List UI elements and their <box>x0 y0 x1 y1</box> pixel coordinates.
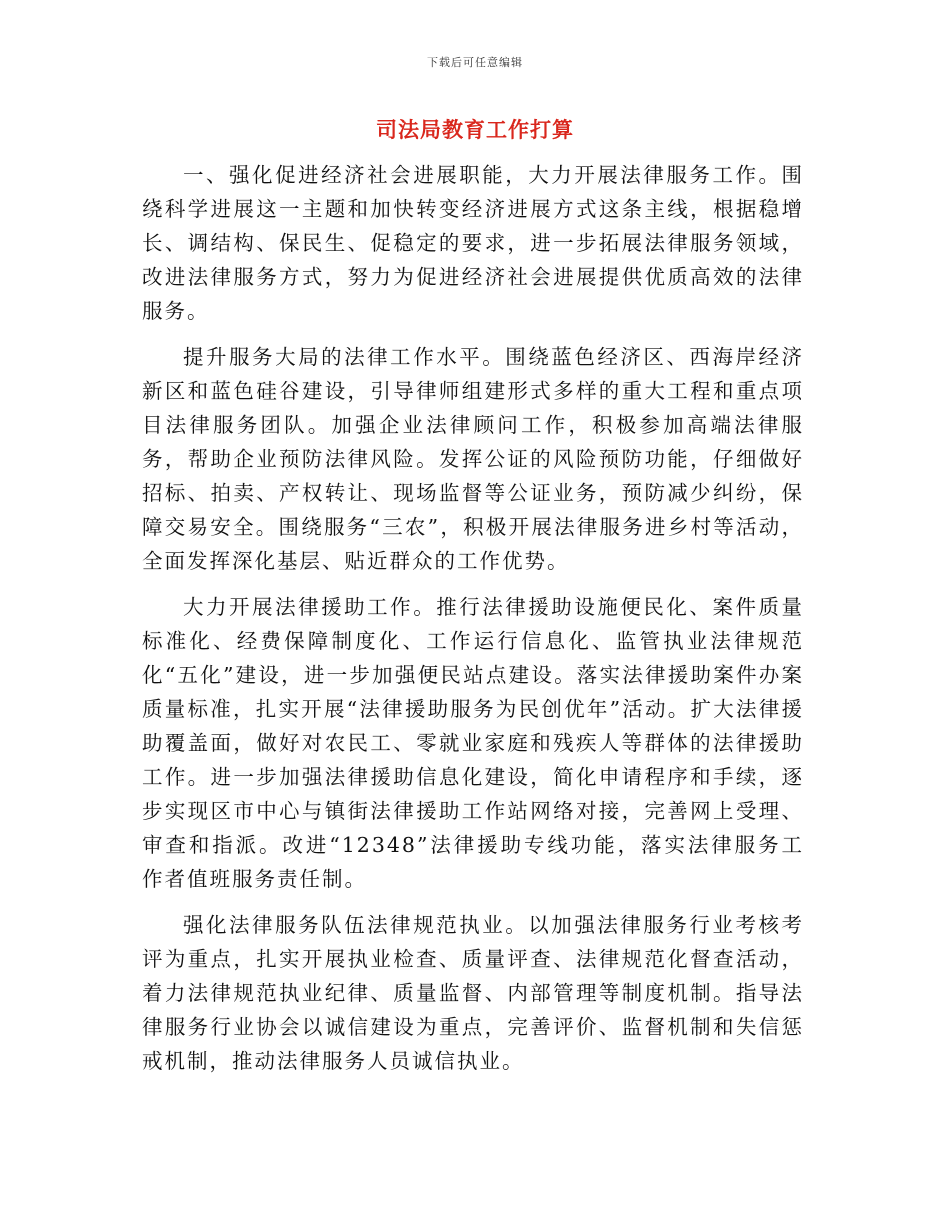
paragraph-3: 大力开展法律援助工作。推行法律援助设施便民化、案件质量标准化、经费保障制度化、工作运行信息化、监管执业法律规范化“五化”建设，进一步加强便民站点建设。落实法律援助案件办案质量标准，扎实开展“法律援助服务为民创优年”活动。扩大法律援助覆盖面，做好对农民工、零就业家庭和残疾人等群体的法律援助工作。进一步加强法律援助信息化建设，简化申请程序和手续，逐步实现区市中心与镇街法律援助工作站网络对接，完善网上受理、审查和指派。改进“12348”法律援助专线功能，落实法律服务工作者值班服务责任制。 <box>142 595 804 891</box>
paragraph-2: 提升服务大局的法律工作水平。围绕蓝色经济区、西海岸经济新区和蓝色硅谷建设，引导律师组建形式多样的重大工程和重点项目法律服务团队。加强企业法律顾问工作，积极参加高端法律服务，帮助企业预防法律风险。发挥公证的风险预防功能，仔细做好招标、拍卖、产权转让、现场监督等公证业务，预防减少纠纷，保障交易安全。围绕服务“三农”，积极开展法律服务进乡村等活动，全面发挥深化基层、贴近群众的工作优势。 <box>142 345 804 573</box>
header-note: 下载后可任意编辑 <box>427 56 523 69</box>
paragraph-4: 强化法律服务队伍法律规范执业。以加强法律服务行业考核考评为重点，扎实开展执业检查、质量评查、法律规范化督查活动，着力法律规范执业纪律、质量监督、内部管理等制度机制。指导法律服务行业协会以诚信建设为重点，完善评价、监督机制和失信惩戒机制，推动法律服务人员诚信执业。 <box>142 913 804 1073</box>
document-title: 司法局教育工作打算 <box>376 117 574 142</box>
document-body <box>142 158 804 1090</box>
paragraph-1: 一、强化促进经济社会进展职能，大力开展法律服务工作。围绕科学进展这一主题和加快转变经济进展方式这条主线，根据稳增长、调结构、保民生、促稳定的要求，进一步拓展法律服务领域，改进法律服务方式，努力为促进经济社会进展提供优质高效的法律服务。 <box>142 163 804 323</box>
